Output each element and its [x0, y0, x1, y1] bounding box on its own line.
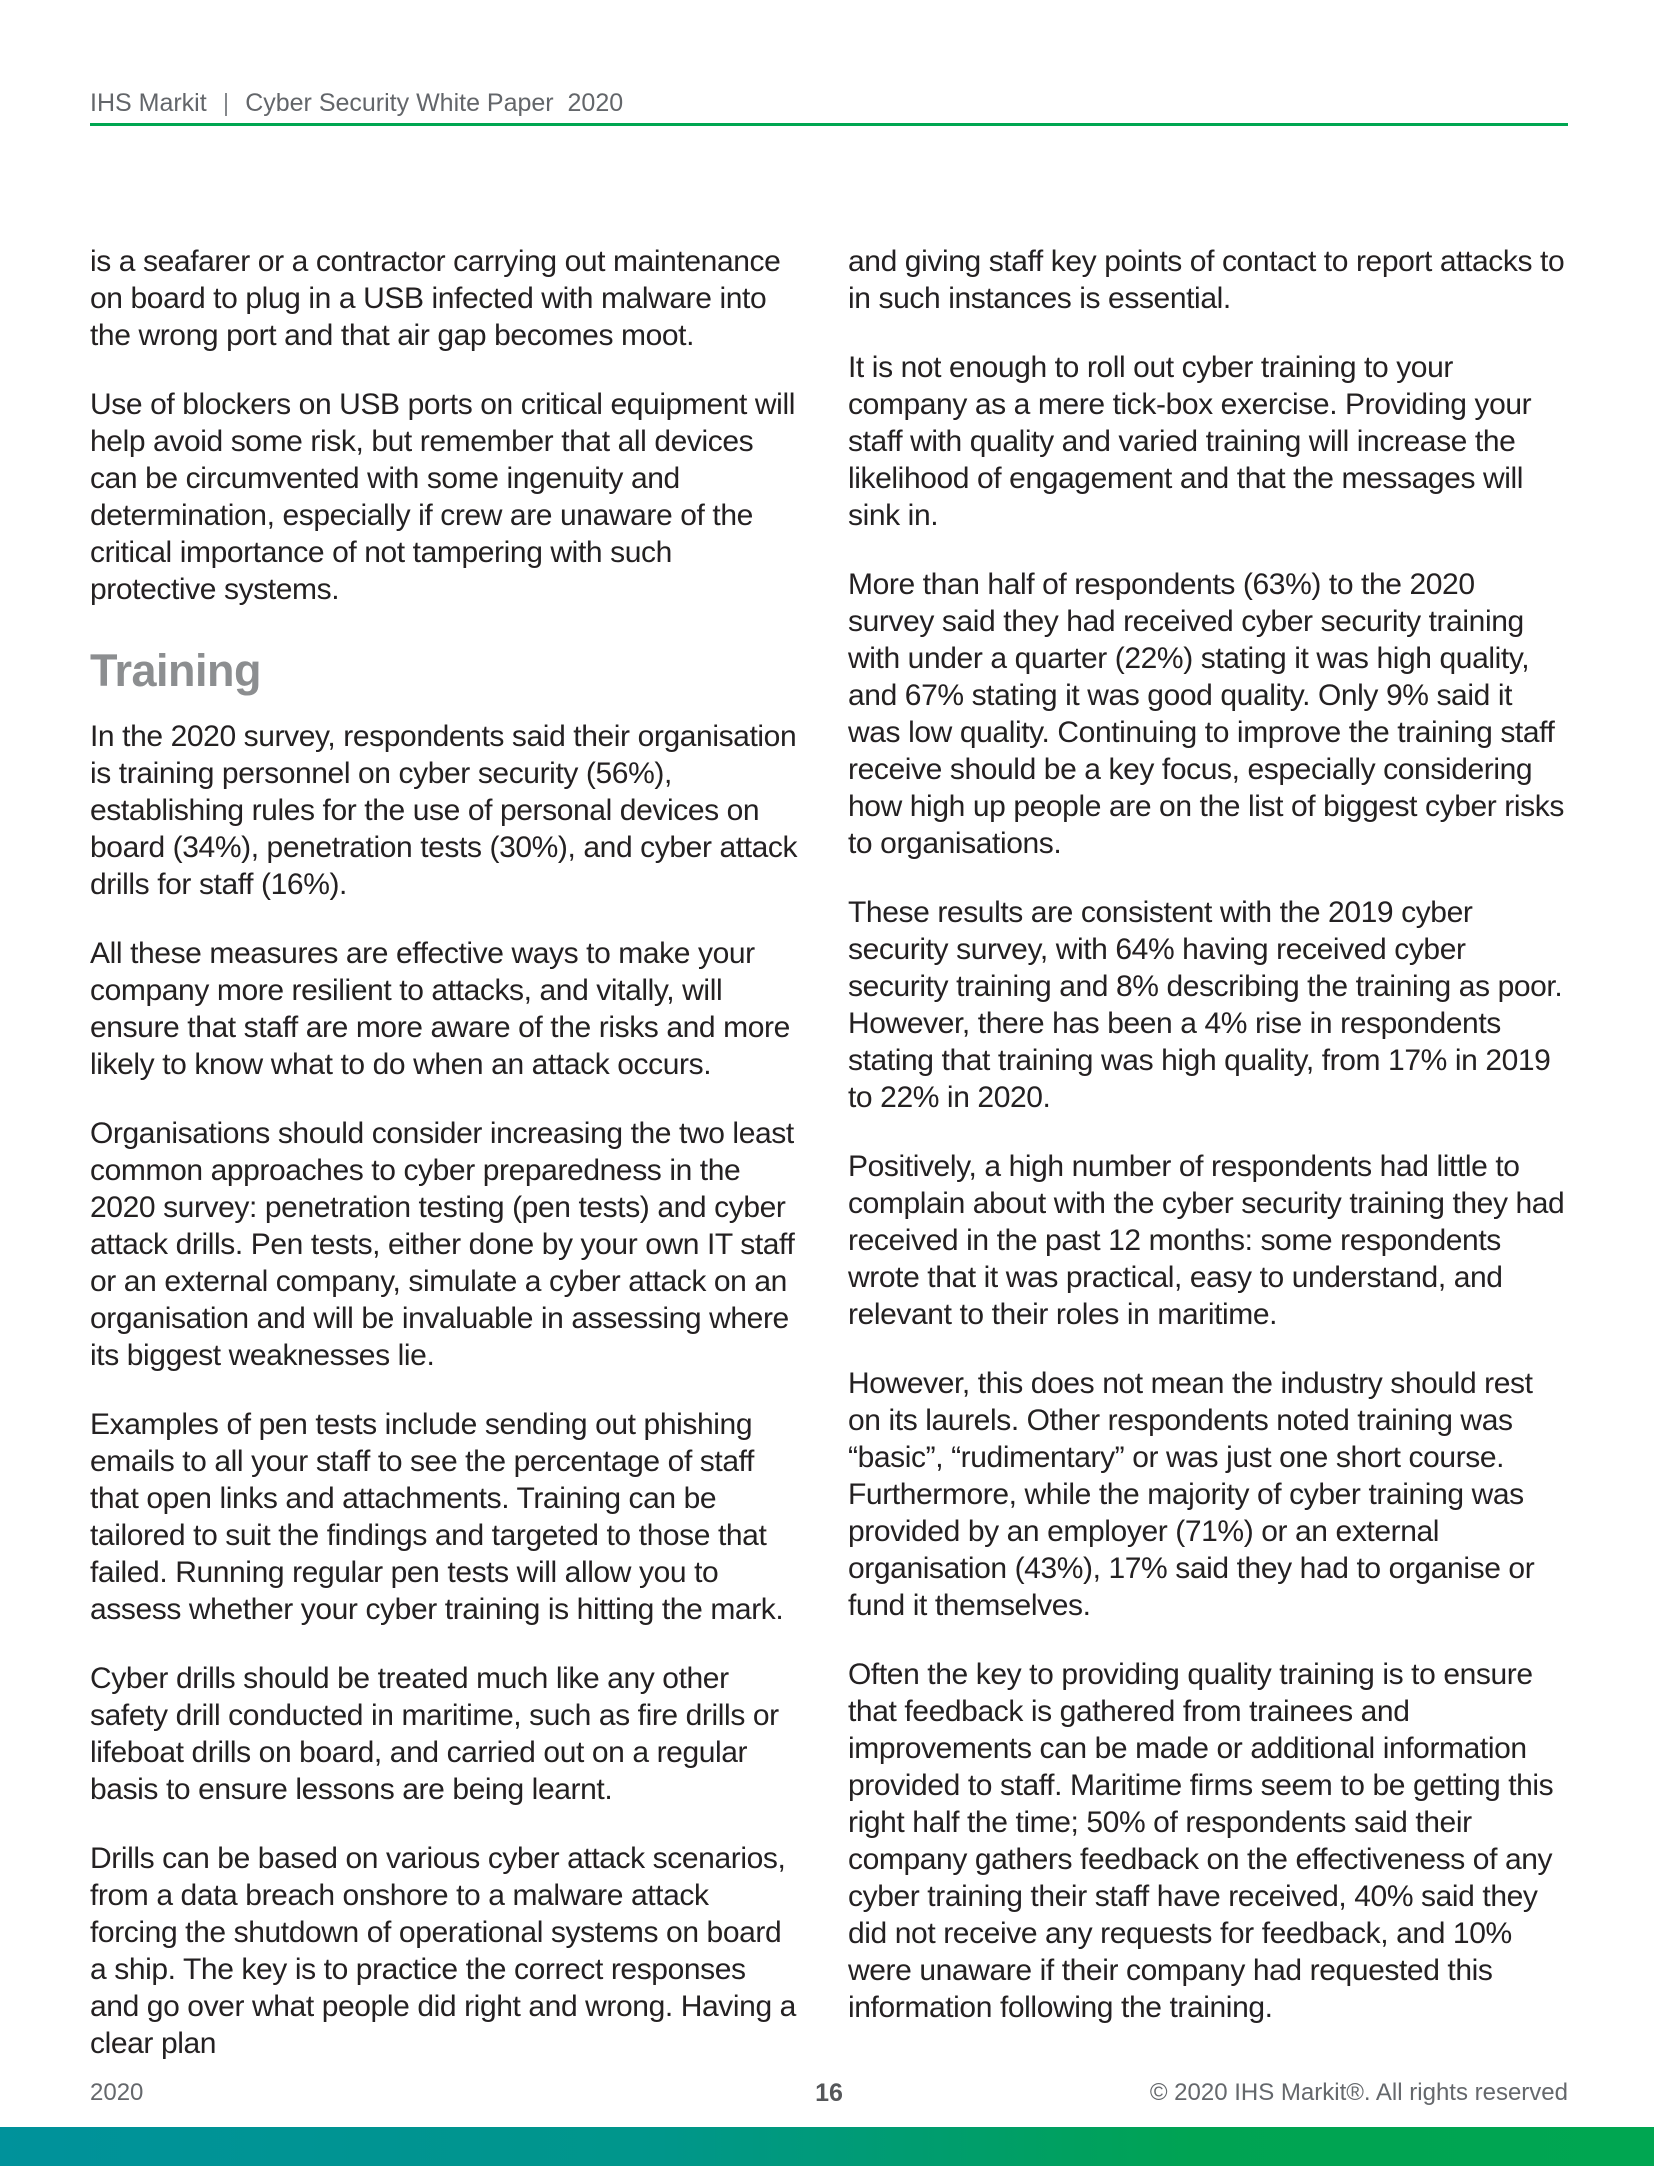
header-divider: |	[222, 89, 230, 117]
footer-page-number: 16	[815, 2079, 843, 2107]
footer-copyright: © 2020 IHS Markit®. All rights reserved	[1149, 2079, 1568, 2106]
body-paragraph: More than half of respondents (63%) to the 2020 survey said they had received cyber security training with under a quarter (22%) stating it was high quality, and 67% stating it was good quality. Only 9% said it was low quality. Continuing to improve the training staff receive should be a key focus, especially considering how high up people are on the list of biggest cyber risks to organisations.	[848, 568, 1564, 860]
header-rule	[90, 123, 1568, 126]
page-header	[90, 86, 623, 120]
page-footer	[90, 2077, 1568, 2109]
body-paragraph: Cyber drills should be treated much like any other safety drill conducted in maritime, such as fire drills or lifeboat drills on board, and carried out on a regular basis to ensure lessons are being learnt.	[90, 1662, 779, 1806]
body-paragraph: All these measures are effective ways to make your company more resilient to attacks, and vitally, will ensure that staff are more aware of the risks and more likely to know what to do when an attack occurs.	[90, 937, 790, 1081]
body-paragraph: Often the key to providing quality training is to ensure that feedback is gathered from trainees and improvements can be made or additional information provided to staff. Maritime firms seem to be getting this right half the time; 50% of respondents said their company gathers feedback on the effectiveness of any cyber training their staff have received, 40% said they did not receive any requests for feedback, and 10% were unaware if their company had requested this information following the training.	[848, 1658, 1554, 2024]
right-column	[848, 243, 1568, 2094]
section-heading-training: Training	[90, 645, 262, 696]
body-paragraph: However, this does not mean the industry should rest on its laurels. Other respondents noted training was “basic”, “rudimentary” or was just one short course. Furthermore, while the majority of cyber training was provided by an employer (71%) or an external organisation (43%), 17% said they had to organise or fund it themselves.	[848, 1367, 1535, 1622]
body-paragraph: These results are consistent with the 2019 cyber security survey, with 64% having received cyber security training and 8% describing the training as poor. However, there has been a 4% rise in respondents stating that training was high quality, from 17% in 2019 to 22% in 2020.	[848, 896, 1563, 1114]
footer-year: 2020	[90, 2079, 144, 2106]
body-paragraph: Examples of pen tests include sending out phishing emails to all your staff to see the percentage of staff that open links and attachments. Training can be tailored to suit the findings and targeted to those that failed. Running regular pen tests will allow you to assess whether your cyber training is hitting the mark.	[90, 1408, 784, 1626]
left-column	[90, 243, 800, 2094]
body-paragraph: and giving staff key points of contact to report attacks to in such instances is essential.	[848, 245, 1565, 315]
body-paragraph: Use of blockers on USB ports on critical equipment will help avoid some risk, but remember that all devices can be circumvented with some ingenuity and determination, especially if crew are unaware of the critical importance of not tampering with such protective systems.	[90, 388, 795, 606]
header-doc-title: Cyber Security White Paper 2020	[245, 89, 624, 117]
body-paragraph: It is not enough to roll out cyber training to your company as a mere tick-box exercise. Providing your staff with quality and varied training will increase the likelihood of engagement and that the messages will sink in.	[848, 351, 1532, 532]
body-paragraph: Positively, a high number of respondents had little to complain about with the cyber security training they had received in the past 12 months: some respondents wrote that it was practical, easy to understand, and relevant to their roles in maritime.	[848, 1150, 1565, 1331]
bottom-gradient-bar	[0, 2127, 1654, 2166]
body-paragraph: Organisations should consider increasing the two least common approaches to cyber preparedness in the 2020 survey: penetration testing (pen tests) and cyber attack drills. Pen tests, either done by your own IT staff or an external company, simulate a cyber attack on an organisation and will be invaluable in assessing where its biggest weaknesses lie.	[90, 1117, 795, 1372]
content-area	[90, 243, 1568, 2094]
body-paragraph: is a seafarer or a contractor carrying out maintenance on board to plug in a USB infected with malware into the wrong port and that air gap becomes moot.	[90, 245, 781, 352]
body-paragraph: Drills can be based on various cyber attack scenarios, from a data breach onshore to a malware attack forcing the shutdown of operational systems on board a ship. The key is to practice the correct responses and go over what people did right and wrong. Having a clear plan	[90, 1842, 796, 2060]
body-paragraph: In the 2020 survey, respondents said their organisation is training personnel on cyber security (56%), establishing rules for the use of personal devices on board (34%), penetration tests (30%), and cyber attack drills for staff (16%).	[90, 720, 798, 901]
header-brand: IHS Markit	[90, 89, 207, 117]
